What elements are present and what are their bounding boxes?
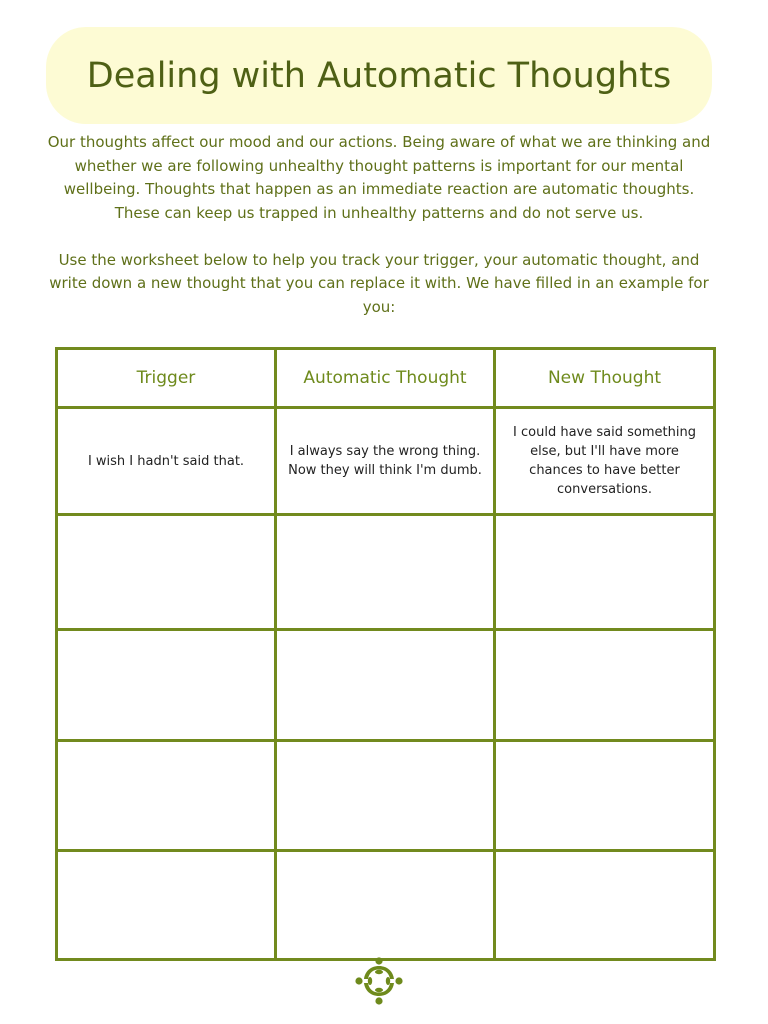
- table-row: [57, 630, 715, 741]
- new-thought-cell[interactable]: [495, 741, 715, 851]
- trigger-cell[interactable]: [57, 630, 276, 741]
- header-new-thought: New Thought: [495, 349, 715, 408]
- example-row: [57, 408, 715, 515]
- new-thought-cell[interactable]: [495, 515, 715, 630]
- table-row: [57, 515, 715, 630]
- trigger-cell[interactable]: [57, 515, 276, 630]
- intro-paragraph-1: Our thoughts affect our mood and our actions. Being aware of what we are thinking and whether we are following unhealthy thought patterns is important for our mental wellbeing. Thoughts that happen as an immediate reaction are automatic thoughts. These can keep us trapped in unhealthy patterns and do not serve us.: [47, 133, 711, 222]
- example-automatic-thought-cell: I always say the wrong thing. Now they will think I'm dumb.: [276, 408, 495, 515]
- new-thought-cell[interactable]: [495, 851, 715, 960]
- page-title: Dealing with Automatic Thoughts: [86, 55, 672, 96]
- people-circle-logo-icon: [354, 956, 404, 1006]
- automatic-thought-cell[interactable]: [276, 630, 495, 741]
- intro-paragraph-2: Use the worksheet below to help you track your trigger, your automatic thought, and write down a new thought that you can replace it with. We have filled in an example for you:: [49, 250, 709, 316]
- header-automatic-thought: Automatic Thought: [276, 349, 495, 408]
- example-new-thought-cell: I could have said something else, but I'll have more chances to have better conversations.: [495, 408, 715, 515]
- automatic-thought-cell[interactable]: [276, 515, 495, 630]
- trigger-cell[interactable]: [57, 851, 276, 960]
- title-banner: [46, 27, 712, 124]
- trigger-cell[interactable]: [57, 741, 276, 851]
- header-row: [57, 349, 715, 408]
- new-thought-cell[interactable]: [495, 630, 715, 741]
- table-row: [57, 741, 715, 851]
- table-row: [57, 851, 715, 960]
- automatic-thought-cell[interactable]: [276, 851, 495, 960]
- worksheet-table: [55, 347, 716, 961]
- header-trigger: Trigger: [57, 349, 276, 408]
- example-trigger-cell: I wish I hadn't said that.: [57, 408, 276, 515]
- intro-text: [40, 131, 718, 319]
- automatic-thought-cell[interactable]: [276, 741, 495, 851]
